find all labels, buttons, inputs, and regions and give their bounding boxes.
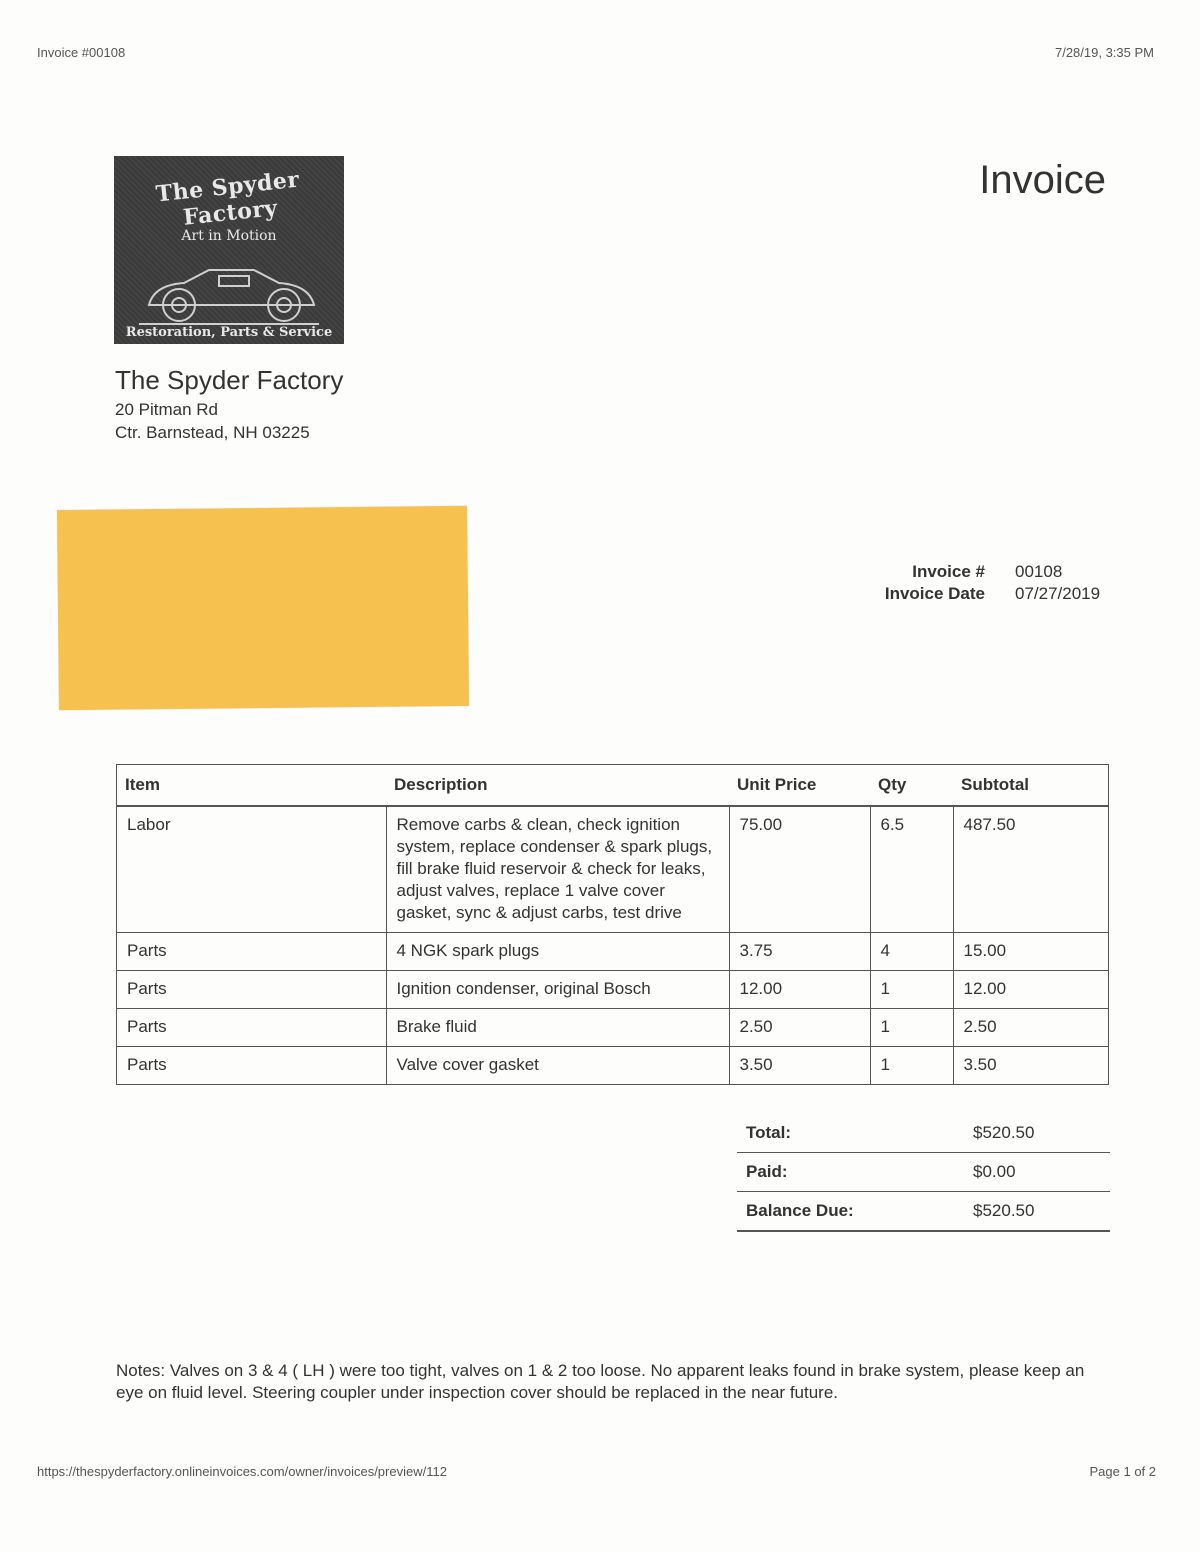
print-header-datetime: 7/28/19, 3:35 PM [1054,45,1154,60]
paid-label: Paid: [746,1162,788,1181]
cell-unit-price: 2.50 [729,1009,870,1047]
company-address-line-2: Ctr. Barnstead, NH 03225 [115,423,310,442]
cell-item: Parts [117,933,387,971]
cell-unit-price: 12.00 [729,971,870,1009]
cell-subtotal: 12.00 [953,971,1109,1009]
car-icon [134,250,324,330]
column-header-unit-price: Unit Price [729,765,870,807]
cell-subtotal: 2.50 [953,1009,1109,1047]
totals-block [737,1114,1110,1232]
cell-unit-price: 3.50 [729,1047,870,1085]
cell-qty: 1 [870,1009,953,1047]
invoice-number-value: 00108 [1015,562,1063,581]
cell-description: Valve cover gasket [386,1047,729,1085]
table-row [117,1009,1109,1047]
total-row [737,1114,1110,1153]
cell-qty: 1 [870,1047,953,1085]
cell-item: Parts [117,971,387,1009]
cell-subtotal: 3.50 [953,1047,1109,1085]
cell-item: Labor [117,806,387,933]
column-header-qty: Qty [870,765,953,807]
invoice-date-value: 07/27/2019 [1015,584,1101,603]
balance-due-value: $520.50 [973,1201,1035,1220]
cell-item: Parts [117,1009,387,1047]
total-label: Total: [746,1123,792,1142]
invoice-date-label: Invoice Date [884,584,985,603]
logo-line-2: Art in Motion [181,228,277,244]
column-header-item: Item [117,765,387,807]
cell-unit-price: 75.00 [729,806,870,933]
table-row [117,1047,1109,1085]
cell-qty: 1 [870,971,953,1009]
balance-due-label: Balance Due: [746,1201,854,1220]
balance-due-row [737,1192,1110,1232]
table-header-row [117,765,1109,807]
column-header-description: Description [386,765,729,807]
cell-item: Parts [117,1047,387,1085]
cell-subtotal: 487.50 [953,806,1109,933]
paid-row [737,1153,1110,1192]
line-items-table [116,764,1109,1085]
print-footer-url: https://thespyderfactory.onlineinvoices.com/owner/invoices/preview/112 [37,1464,447,1479]
cell-description: 4 NGK spark plugs [386,933,729,971]
print-footer-page-number: Page 1 of 2 [1089,1464,1156,1479]
company-address-line-1: 20 Pitman Rd [115,400,218,419]
sticky-note-redaction [57,506,469,710]
column-header-subtotal: Subtotal [953,765,1109,807]
cell-description: Brake fluid [386,1009,729,1047]
logo-line-1: The Spyder Factory [154,166,301,231]
invoice-number-label: Invoice # [912,562,985,581]
paid-value: $0.00 [973,1162,1016,1181]
cell-description: Remove carbs & clean, check ignition system, replace condenser & spark plugs, fill brake fluid reservoir & check for leaks, adjust valves, replace 1 valve cover gasket, sync & adjust carbs, test drive [386,806,729,933]
cell-subtotal: 15.00 [953,933,1109,971]
cell-qty: 6.5 [870,806,953,933]
cell-qty: 4 [870,933,953,971]
print-header-title: Invoice #00108 [37,45,126,60]
cell-description: Ignition condenser, original Bosch [386,971,729,1009]
page-title: Invoice [979,158,1106,202]
table-row [117,933,1109,971]
table-row [117,806,1109,933]
cell-unit-price: 3.75 [729,933,870,971]
invoice-notes: Notes: Valves on 3 & 4 ( LH ) were too tight, valves on 1 & 2 too loose. No apparent leaks found in brake system, please keep an eye on fluid level. Steering coupler under inspection cover should be replaced in the near future. [116,1361,1085,1402]
table-row [117,971,1109,1009]
company-name: The Spyder Factory [115,365,344,395]
company-logo [114,156,344,344]
total-value: $520.50 [973,1123,1035,1142]
logo-line-3: Restoration, Parts & Service [125,325,333,340]
